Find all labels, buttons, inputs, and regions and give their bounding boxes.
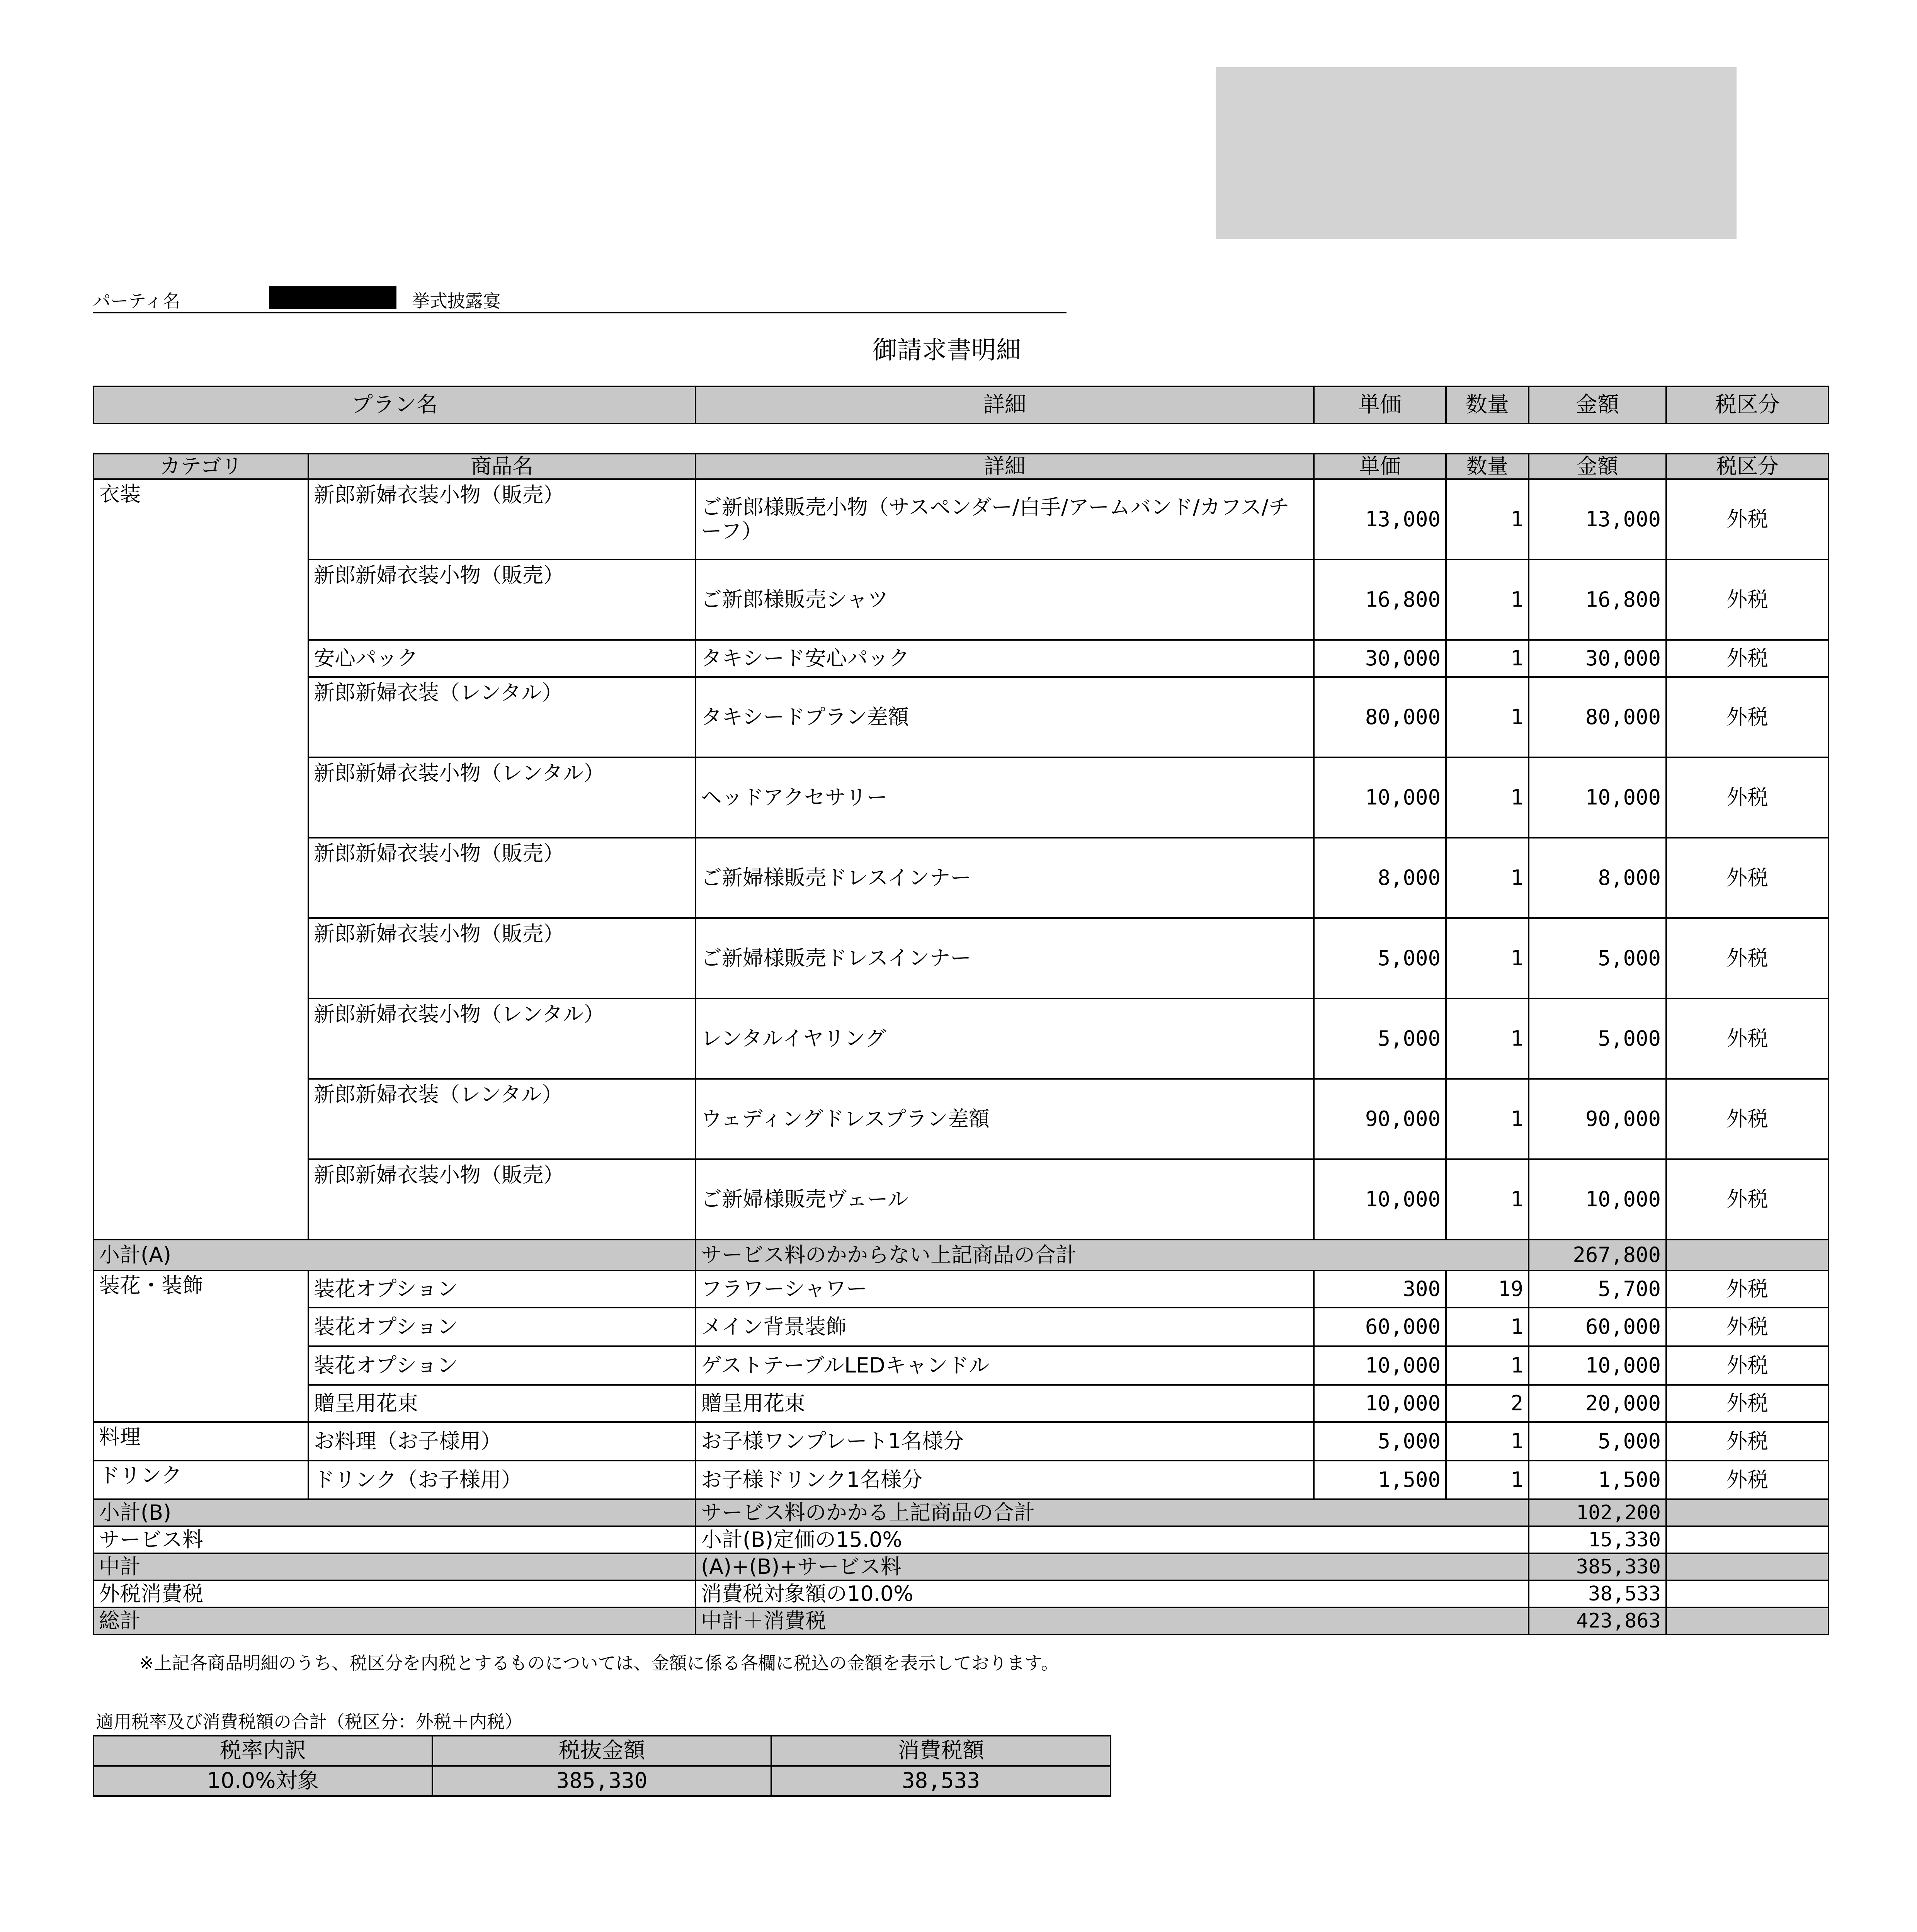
table-row xyxy=(94,1079,1829,1159)
detail-header-cell: 数量 xyxy=(1446,454,1529,479)
detail-cell: ヘッドアクセサリー xyxy=(696,757,1314,838)
quantity-cell: 19 xyxy=(1446,1270,1529,1308)
tax-note: ※上記各商品明細のうち、税区分を内税とするものについては、金額に係る各欄に税込の金額を表示しております。 xyxy=(139,1653,1059,1673)
summary-detail: 中計＋消費税 xyxy=(696,1607,1529,1634)
amount-cell: 5,000 xyxy=(1529,998,1666,1079)
product-name-cell: 新郎新婦衣装小物（販売） xyxy=(308,838,696,918)
tax-type-cell: 外税 xyxy=(1666,1270,1829,1308)
summary-detail: 小計(B)定価の15.0% xyxy=(696,1526,1529,1553)
rate-header-cell: 税率内訳 xyxy=(94,1736,432,1766)
amount-cell: 5,700 xyxy=(1529,1270,1666,1308)
amount-cell: 10,000 xyxy=(1529,1159,1666,1240)
detail-cell: ウェディングドレスプラン差額 xyxy=(696,1079,1314,1159)
redaction-bar xyxy=(269,286,396,309)
quantity-cell: 1 xyxy=(1446,677,1529,757)
detail-cell: フラワーシャワー xyxy=(696,1270,1314,1308)
unit-price-cell: 10,000 xyxy=(1314,1385,1446,1422)
plan-table xyxy=(93,386,1829,424)
unit-price-cell: 10,000 xyxy=(1314,1346,1446,1385)
product-name-cell: 新郎新婦衣装（レンタル） xyxy=(308,677,696,757)
table-row xyxy=(94,479,1829,560)
rate-header-cell: 消費税額 xyxy=(771,1736,1111,1766)
plan-header-cell: プラン名 xyxy=(94,386,696,423)
table-row xyxy=(94,1461,1829,1499)
product-name-cell: 装花オプション xyxy=(308,1346,696,1385)
quantity-cell: 1 xyxy=(1446,757,1529,838)
amount-cell: 8,000 xyxy=(1529,838,1666,918)
party-line xyxy=(93,284,1067,313)
detail-header-cell: 詳細 xyxy=(696,454,1314,479)
table-row xyxy=(94,998,1829,1079)
quantity-cell: 1 xyxy=(1446,998,1529,1079)
plan-header-cell: 税区分 xyxy=(1666,386,1829,423)
product-name-cell: 新郎新婦衣装小物（レンタル） xyxy=(308,757,696,838)
table-row xyxy=(94,1385,1829,1422)
tax-type-cell: 外税 xyxy=(1666,1461,1829,1499)
quantity-cell: 1 xyxy=(1446,640,1529,677)
table-row xyxy=(94,677,1829,757)
tax-type-cell: 外税 xyxy=(1666,1385,1829,1422)
quantity-cell: 1 xyxy=(1446,1159,1529,1240)
detail-cell: ご新婦様販売ドレスインナー xyxy=(696,838,1314,918)
party-label: パーティ名 xyxy=(93,291,180,311)
quantity-cell: 1 xyxy=(1446,1461,1529,1499)
summary-row xyxy=(94,1607,1829,1634)
table-row xyxy=(94,838,1829,918)
summary-tax xyxy=(1666,1553,1829,1580)
quantity-cell: 1 xyxy=(1446,1079,1529,1159)
detail-cell: レンタルイヤリング xyxy=(696,998,1314,1079)
rate-cell: 38,533 xyxy=(771,1766,1111,1796)
product-name-cell: 新郎新婦衣装小物（レンタル） xyxy=(308,998,696,1079)
detail-header-cell: 単価 xyxy=(1314,454,1446,479)
table-row xyxy=(94,1308,1829,1346)
subtotal-a-label: 小計(A) xyxy=(94,1240,696,1270)
summary-amount: 15,330 xyxy=(1529,1526,1666,1553)
amount-cell: 30,000 xyxy=(1529,640,1666,677)
quantity-cell: 1 xyxy=(1446,1346,1529,1385)
summary-label: 中計 xyxy=(94,1553,696,1580)
summary-row xyxy=(94,1526,1829,1553)
table-row xyxy=(94,1159,1829,1240)
category-cell: 衣装 xyxy=(94,479,308,1240)
detail-header-cell: 税区分 xyxy=(1666,454,1829,479)
amount-cell: 10,000 xyxy=(1529,1346,1666,1385)
tax-type-cell: 外税 xyxy=(1666,918,1829,998)
product-name-cell: ドリンク（お子様用） xyxy=(308,1461,696,1499)
unit-price-cell: 30,000 xyxy=(1314,640,1446,677)
amount-cell: 16,800 xyxy=(1529,560,1666,640)
detail-header-cell: 商品名 xyxy=(308,454,696,479)
product-name-cell: 新郎新婦衣装小物（販売） xyxy=(308,1159,696,1240)
amount-cell: 13,000 xyxy=(1529,479,1666,560)
summary-tax xyxy=(1666,1607,1829,1634)
unit-price-cell: 80,000 xyxy=(1314,677,1446,757)
unit-price-cell: 1,500 xyxy=(1314,1461,1446,1499)
quantity-cell: 1 xyxy=(1446,1308,1529,1346)
tax-type-cell: 外税 xyxy=(1666,757,1829,838)
summary-amount: 385,330 xyxy=(1529,1553,1666,1580)
product-name-cell: 装花オプション xyxy=(308,1270,696,1308)
detail-cell: 贈呈用花束 xyxy=(696,1385,1314,1422)
subtotal-a-amount: 267,800 xyxy=(1529,1240,1666,1270)
amount-cell: 60,000 xyxy=(1529,1308,1666,1346)
plan-header-cell: 金額 xyxy=(1529,386,1666,423)
summary-detail: サービス料のかかる上記商品の合計 xyxy=(696,1499,1529,1526)
unit-price-cell: 5,000 xyxy=(1314,1422,1446,1461)
summary-label: 外税消費税 xyxy=(94,1580,696,1607)
document-title: 御請求書明細 xyxy=(873,336,1021,365)
party-name: 挙式披露宴 xyxy=(412,291,501,311)
quantity-cell: 1 xyxy=(1446,918,1529,998)
subtotal-a-detail: サービス料のかからない上記商品の合計 xyxy=(696,1240,1529,1270)
summary-amount: 423,863 xyxy=(1529,1607,1666,1634)
table-row xyxy=(94,1422,1829,1461)
amount-cell: 90,000 xyxy=(1529,1079,1666,1159)
quantity-cell: 1 xyxy=(1446,479,1529,560)
detail-header-cell: 金額 xyxy=(1529,454,1666,479)
table-row xyxy=(94,918,1829,998)
plan-header-cell: 数量 xyxy=(1446,386,1529,423)
rate-cell: 385,330 xyxy=(432,1766,771,1796)
unit-price-cell: 5,000 xyxy=(1314,998,1446,1079)
summary-row xyxy=(94,1580,1829,1607)
unit-price-cell: 16,800 xyxy=(1314,560,1446,640)
tax-type-cell: 外税 xyxy=(1666,640,1829,677)
tax-type-cell: 外税 xyxy=(1666,838,1829,918)
summary-row xyxy=(94,1553,1829,1580)
rate-cell: 10.0%対象 xyxy=(94,1766,432,1796)
table-row xyxy=(94,560,1829,640)
quantity-cell: 1 xyxy=(1446,838,1529,918)
summary-tax xyxy=(1666,1580,1829,1607)
tax-type-cell: 外税 xyxy=(1666,677,1829,757)
table-row xyxy=(94,1270,1829,1308)
rate-caption: 適用税率及び消費税額の合計（税区分：外税＋内税） xyxy=(96,1711,522,1732)
table-row xyxy=(94,1346,1829,1385)
detail-cell: ゲストテーブルLEDキャンドル xyxy=(696,1346,1314,1385)
unit-price-cell: 300 xyxy=(1314,1270,1446,1308)
tax-rate-table xyxy=(93,1735,1111,1797)
tax-type-cell: 外税 xyxy=(1666,1422,1829,1461)
detail-cell: タキシードプラン差額 xyxy=(696,677,1314,757)
tax-type-cell: 外税 xyxy=(1666,1079,1829,1159)
tax-type-cell: 外税 xyxy=(1666,560,1829,640)
detail-cell: ご新郎様販売小物（サスペンダー/白手/アームバンド/カフス/チーフ） xyxy=(696,479,1314,560)
detail-cell: ご新婦様販売ヴェール xyxy=(696,1159,1314,1240)
unit-price-cell: 8,000 xyxy=(1314,838,1446,918)
summary-label: 小計(B) xyxy=(94,1499,696,1526)
summary-tax xyxy=(1666,1526,1829,1553)
unit-price-cell: 90,000 xyxy=(1314,1079,1446,1159)
table-row xyxy=(94,640,1829,677)
unit-price-cell: 10,000 xyxy=(1314,757,1446,838)
amount-cell: 1,500 xyxy=(1529,1461,1666,1499)
tax-type-cell: 外税 xyxy=(1666,998,1829,1079)
product-name-cell: 安心パック xyxy=(308,640,696,677)
amount-cell: 80,000 xyxy=(1529,677,1666,757)
detail-header-cell: カテゴリ xyxy=(94,454,308,479)
summary-detail: 消費税対象額の10.0% xyxy=(696,1580,1529,1607)
product-name-cell: お料理（お子様用） xyxy=(308,1422,696,1461)
tax-type-cell: 外税 xyxy=(1666,1159,1829,1240)
product-name-cell: 贈呈用花束 xyxy=(308,1385,696,1422)
tax-type-cell: 外税 xyxy=(1666,479,1829,560)
tax-type-cell: 外税 xyxy=(1666,1308,1829,1346)
detail-cell: ご新婦様販売ドレスインナー xyxy=(696,918,1314,998)
detail-cell: ご新郎様販売シャツ xyxy=(696,560,1314,640)
detail-cell: メイン背景装飾 xyxy=(696,1308,1314,1346)
redacted-logo-area xyxy=(1216,67,1737,239)
rate-header-cell: 税抜金額 xyxy=(432,1736,771,1766)
category-cell: 装花・装飾 xyxy=(94,1270,308,1422)
amount-cell: 5,000 xyxy=(1529,1422,1666,1461)
summary-amount: 102,200 xyxy=(1529,1499,1666,1526)
quantity-cell: 2 xyxy=(1446,1385,1529,1422)
summary-detail: (A)+(B)+サービス料 xyxy=(696,1553,1529,1580)
detail-cell: お子様ドリンク1名様分 xyxy=(696,1461,1314,1499)
summary-tax xyxy=(1666,1499,1829,1526)
product-name-cell: 装花オプション xyxy=(308,1308,696,1346)
summary-label: サービス料 xyxy=(94,1526,696,1553)
detail-cell: お子様ワンプレート1名様分 xyxy=(696,1422,1314,1461)
amount-cell: 5,000 xyxy=(1529,918,1666,998)
plan-header-cell: 単価 xyxy=(1314,386,1446,423)
quantity-cell: 1 xyxy=(1446,1422,1529,1461)
amount-cell: 20,000 xyxy=(1529,1385,1666,1422)
quantity-cell: 1 xyxy=(1446,560,1529,640)
summary-label: 総計 xyxy=(94,1607,696,1634)
unit-price-cell: 13,000 xyxy=(1314,479,1446,560)
product-name-cell: 新郎新婦衣装小物（販売） xyxy=(308,918,696,998)
product-name-cell: 新郎新婦衣装小物（販売） xyxy=(308,560,696,640)
category-cell: 料理 xyxy=(94,1422,308,1461)
tax-type-cell: 外税 xyxy=(1666,1346,1829,1385)
unit-price-cell: 10,000 xyxy=(1314,1159,1446,1240)
product-name-cell: 新郎新婦衣装小物（販売） xyxy=(308,479,696,560)
table-row xyxy=(94,757,1829,838)
amount-cell: 10,000 xyxy=(1529,757,1666,838)
category-cell: ドリンク xyxy=(94,1461,308,1499)
summary-amount: 38,533 xyxy=(1529,1580,1666,1607)
unit-price-cell: 60,000 xyxy=(1314,1308,1446,1346)
unit-price-cell: 5,000 xyxy=(1314,918,1446,998)
detail-table xyxy=(93,453,1829,1635)
detail-cell: タキシード安心パック xyxy=(696,640,1314,677)
summary-row xyxy=(94,1499,1829,1526)
plan-header-cell: 詳細 xyxy=(696,386,1314,423)
table-row xyxy=(94,1240,1829,1270)
product-name-cell: 新郎新婦衣装（レンタル） xyxy=(308,1079,696,1159)
subtotal-a-tax xyxy=(1666,1240,1829,1270)
